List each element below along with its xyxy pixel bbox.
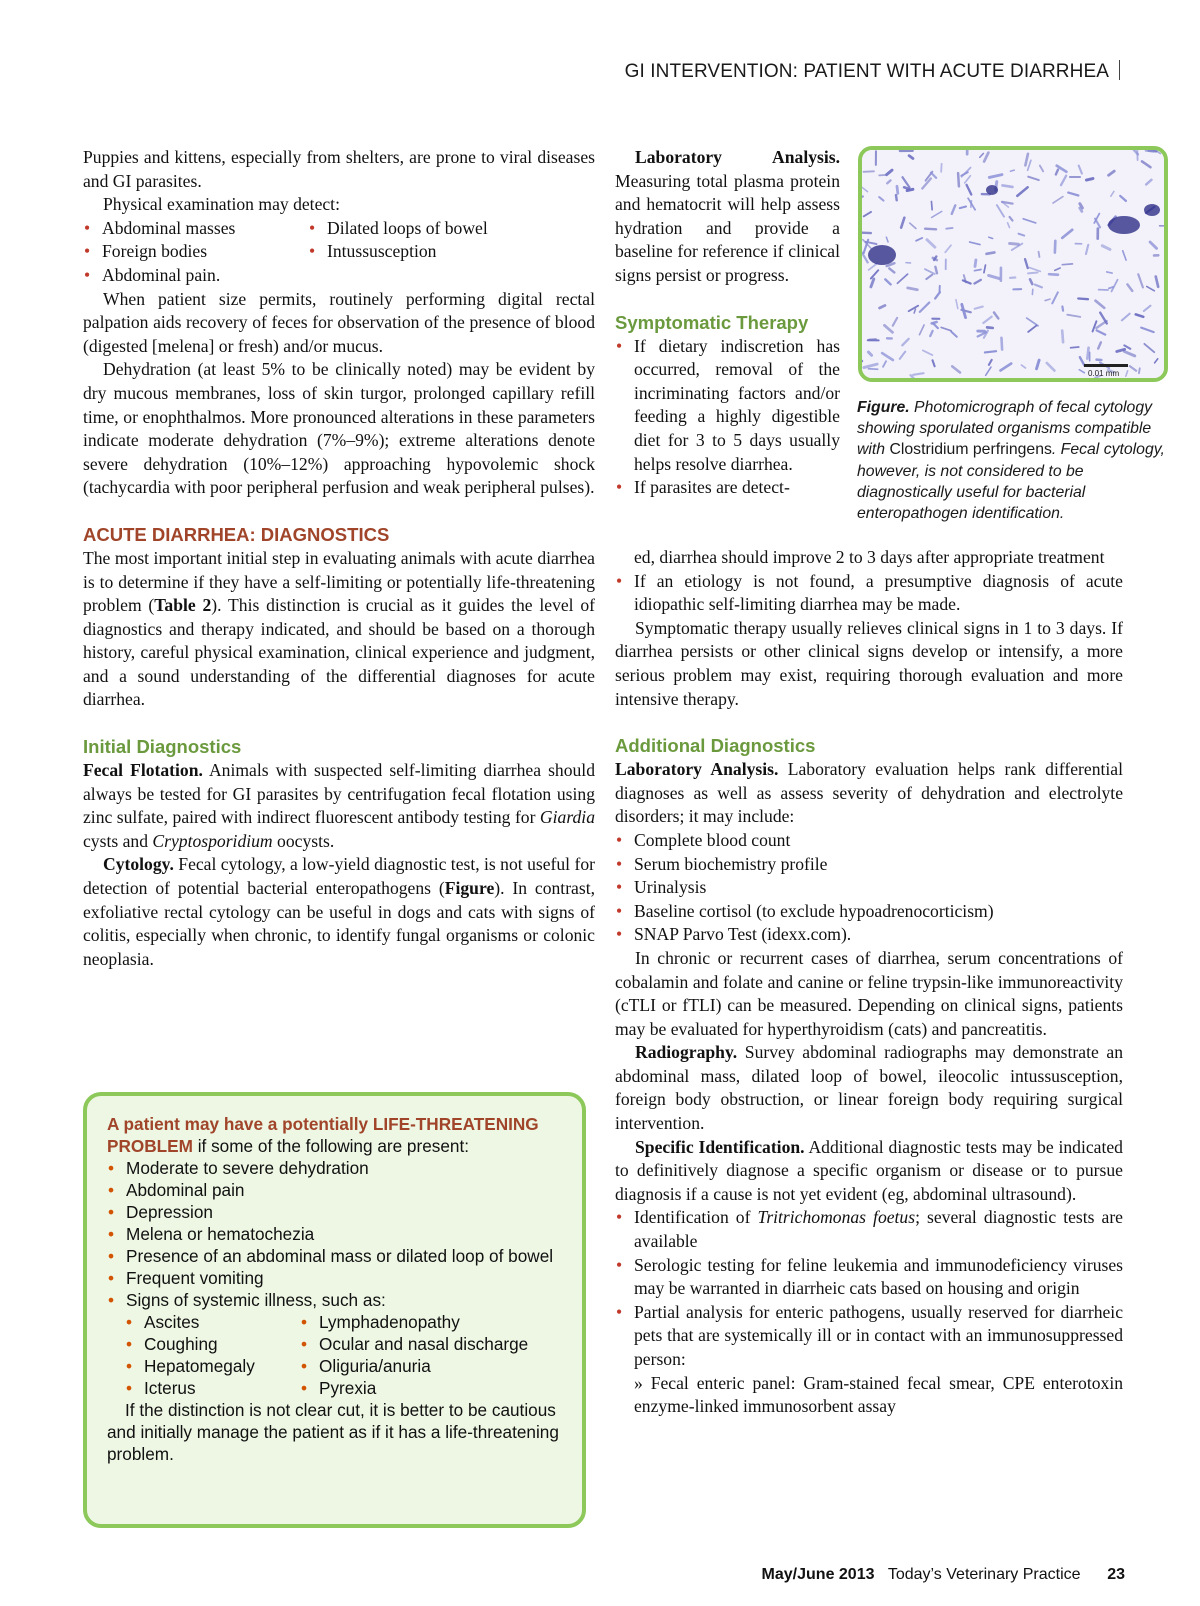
paragraph: ed, diarrhea should improve 2 to 3 days after appropriate treatment [634,547,1105,567]
symptomatic-list [615,335,840,500]
list-item: • Frequent vomiting [107,1267,562,1289]
list-item: • Abdominal masses [83,217,308,241]
list-item: • Signs of systemic illness, such as: [107,1289,562,1311]
subsection-heading: Initial Diagnostics [83,736,242,758]
sidebar-list [107,1157,562,1311]
list-item: • Hepatomegaly [125,1355,300,1377]
section-heading: ACUTE DIARRHEA: DIAGNOSTICS [83,523,390,545]
list-item: • If parasites are detect- [615,476,840,500]
paragraph: Symptomatic therapy usually relieves clinical signs in 1 to 3 days. If diarrhea persists or other clinical signs develop or intensify, a more serious problem may exist, requiring thorough evaluation and more intensive therapy. [615,617,1123,709]
list-item: • Identification of Tritrichomonas foetus; several diagnostic tests are available [615,1206,1123,1253]
list-item: • Oliguria/anuria [300,1355,560,1377]
subsection-heading: Symptomatic Therapy [615,311,809,333]
sidebar-intro: A patient may have a potentially LIFE-THREATENING PROBLEM if some of the following are present: [107,1114,539,1156]
list-item: • Baseline cortisol (to exclude hypoadrenocorticism) [615,900,1123,924]
list-item: • Ascites [125,1311,300,1333]
paragraph: Radiography. Survey abdominal radiographs may demonstrate an abdominal mass, dilated loop of bowel, ileocolic intussusception, foreign body obstruction, or linear foreign body requiring surgical intervention. [615,1042,1123,1134]
footer-issue: May/June 2013 [761,1566,875,1583]
paragraph: Puppies and kittens, especially from shelters, are prone to viral diseases and GI parasites. [83,147,595,191]
list-item: • Moderate to severe dehydration [107,1157,562,1179]
paragraph: The most important initial step in evaluating animals with acute diarrhea is to determine if they have a self-limiting or potentially life-threatening problem (Table 2). This distinction is crucial as it guides the level of diagnostics and therapy indicated, and should be based on a thorough history, careful physical examination, clinical experience and judgment, and a sound understanding of the differential diagnoses for acute diarrhea. [83,547,596,710]
paragraph: Cytology. Fecal cytology, a low-yield diagnostic test, is not useful for detection of potential bacterial enteropathogens (Figure). In contrast, exfoliative rectal cytology can be useful in dogs and cats with signs of colitis, especially when chronic, to identify fungal organisms or colonic neoplasia. [83,854,595,969]
list-item: • Abdominal pain. [83,264,308,288]
list-item: • If an etiology is not found, a presumptive diagnosis of acute idiopathic self-limiting diarrhea may be made. [615,570,1123,617]
list-item: • Serum biochemistry profile [615,853,1123,877]
right-column-top [615,146,840,500]
life-threatening-sidebar [83,1092,586,1528]
sidebar-sublist [125,1311,562,1399]
footer-magazine: Today’s Veterinary Practice [887,1566,1081,1583]
page-number: 23 [1107,1566,1125,1583]
list-item: • Lymphadenopathy [300,1311,560,1333]
list-item: • If dietary indiscretion has occurred, removal of the incriminating factors and/or feeding a highly digestible diet for 3 to 5 days usually helps resolve diarrhea. [615,335,840,477]
list-item: • Abdominal pain [107,1179,562,1201]
left-column [83,146,595,971]
list-item: • Partial analysis for enteric pathogens, usually reserved for diarrheic pets that are systemically ill or in contact with an immunosuppressed person: [615,1301,1123,1372]
lab-list [615,829,1123,947]
list-item: • SNAP Parvo Test (idexx.com). [615,923,1123,947]
paragraph: Physical examination may detect: [103,194,340,215]
paragraph: In chronic or recurrent cases of diarrhea, serum concentrations of cobalamin and folate and canine or feline trypsin-like immunoreactivity (cTLI or fTLI) can be measured. Depending on clinical signs, patients may be evaluated for hyperthyroidism (cats) and pancreatitis. [615,947,1123,1039]
subsection-heading: Additional Diagnostics [615,735,816,757]
running-head-rule [1119,60,1120,80]
paragraph: When patient size permits, routinely performing digital rectal palpation aids recovery of feces for observation of the presence of blood (digested [melena] or fresh) and/or mucus. [83,288,595,356]
paragraph: Laboratory Analysis. Laboratory evaluation helps rank differential diagnoses as well as assess severity of dehydration and electrolyte disorders; it may include: [615,759,1123,827]
running-head [625,60,1120,83]
list-item: • Serologic testing for feline leukemia and immunodeficiency viruses may be warranted in diarrheic cats based on housing and origin [615,1254,1123,1301]
specific-list [615,1206,1123,1371]
fecal-cytology-figure [858,146,1168,382]
list-item: • Complete blood count [615,829,1123,853]
scale-bar-label: 0.01 mm [1088,369,1120,378]
list-item: • Intussusception [308,240,578,264]
paragraph: Fecal Flotation. Animals with suspected self-limiting diarrhea should always be tested for GI parasites by centrifugation fecal flotation using zinc sulfate, paired with indirect fluorescent antibody testing for Giardia cysts and Cryptosporidium oocysts. [83,760,595,851]
right-column [615,546,1123,1419]
photomicrograph [862,150,1164,378]
list-item: • Ocular and nasal discharge [300,1333,560,1355]
list-item: • Presence of an abdominal mass or dilated loop of bowel [107,1245,562,1267]
list-item: • Pyrexia [300,1377,560,1399]
symptomatic-list-cont [615,570,1123,617]
list-item: • Icterus [125,1377,300,1399]
list-item: • Depression [107,1201,562,1223]
sub-list-item: » Fecal enteric panel: Gram-stained fecal smear, CPE enterotoxin enzyme-linked immunosorbent assay [634,1372,1123,1417]
figure-ref[interactable]: Figure [444,878,495,899]
paragraph: Specific Identification. Additional diagnostic tests may be indicated to definitively diagnose a specific organism or disease or to pursue diagnosis if a cause is not yet evident (eg, abdominal ultrasound). [615,1136,1123,1204]
list-item: • Urinalysis [615,876,1123,900]
list-item: • Dilated loops of bowel [308,217,578,241]
page-footer [762,1566,1125,1584]
paragraph: Laboratory Analysis. Measuring total plasma protein and hematocrit will help assess hydration and provide a baseline for reference if clinical signs persist or progress. [615,147,840,285]
table-ref[interactable]: Table 2 [154,595,212,616]
list-item: • Melena or hematochezia [107,1223,562,1245]
paragraph: Dehydration (at least 5% to be clinically noted) may be evident by dry mucous membranes, loss of skin turgor, prolonged capillary refill time, or enophthalmos. More pronounced alterations in these parameters indicate moderate dehydration (7%–9%); extreme alterations denote severe dehydration (10%–12%) approaching hypovolemic shock (tachycardia with poor peripheral perfusion and weak peripheral pulses). [83,359,595,498]
figure-caption: Figure. Photomicrograph of fecal cytology showing sporulated organisms compatible with Clostridium perfringens. Fecal cytology, however, is not considered to be diagnostically useful for bacterial enteropathogen identification. [857,399,1165,523]
exam-list [83,217,595,288]
list-item: • Coughing [125,1333,300,1355]
list-item: • Foreign bodies [83,240,308,264]
running-head-text: GI INTERVENTION: PATIENT WITH ACUTE DIARRHEA [624,61,1109,82]
scale-bar [1084,364,1128,367]
sidebar-closing: If the distinction is not clear cut, it is better to be cautious and initially manage the patient as if it has a life-threatening problem. [107,1400,559,1464]
